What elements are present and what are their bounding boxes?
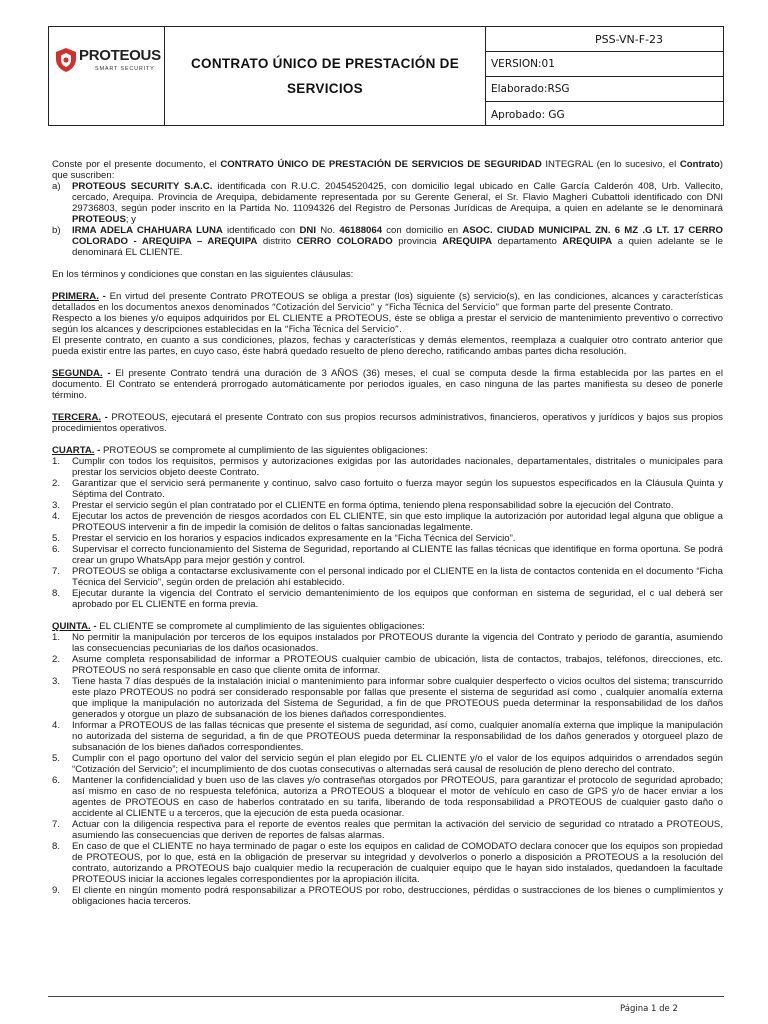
list-item: 2. Garantizar que el servicio será permanente y continuo, salvo caso fortuito o fuerza mayor según los supuestos especificados en la Cláusula Quinta y Séptima del Contrato. <box>52 478 723 500</box>
list-item: 8. En caso de que el CLIENTE no haya terminado de pagar o este los equipos en calidad de COMODATO declara conocer que los equipos son propiedad de PROTEOUS, por lo que, está en la obligación de preservar su integridad y devolverlos o ponerlo a disposición a PROTEOUS a la resolución del contrato, autorizando a PROTEOUS bajo cualquier medio la recuperación de cualquier equipo que le hayan sido instalados, quedandoen la facultade PROTEOUS iniciar la acciones legales correspondientes por la apropiación ilícita. <box>52 841 723 885</box>
list-item: 6. Supervisar el correcto funcionamiento del Sistema de Seguridad, reportando al CLIENTE las fallas técnicas que identifique en forma oportuna. Se podrá crear un grupo WhatsApp para mejor gestión y control. <box>52 544 723 566</box>
list-item: 1. No permitir la manipulación por terceros de los equipos instalados por PROTEOUS durante la vigencia del Contrato y periodo de garantía, asumiendo las consecuencias pecuniarias de los daños ocasionados. <box>52 632 723 654</box>
clause-primera: PRIMERA. - En virtud del presente Contrato PROTEOUS se obliga a prestar (los) siguiente (s) servicio(s), en las condiciones, alcances y características detallados en los documentos anexos denominados “Cotización del Servicio” y “Ficha Técnica del Servicio” que forman parte del presente Contrato. <box>52 291 723 313</box>
page-number: Página 1 de 2 <box>620 1004 678 1014</box>
party-a-text: PROTEOUS SECURITY S.A.C. identificada con R.U.C. 20454520425, con domicilio legal ubicado en Calle García Calderón 408, Urb. Vallecito, cercado, Arequipa. Provincia de Arequipa, debidamente representada por su Gerente General, el Sr. Flavio Magheri Cubattoli identificado con DNI 29736803, según poder inscrito en la Partida No. 11094326 del Registro de Personas Jurídicas de Arequipa, a quien en adelante se le denominará PROTEOUS; y <box>72 181 723 225</box>
document-code: PSS-VN-F-23 <box>486 27 723 52</box>
clause-primera-p2: Respecto a los bienes y/o equipos adquiridos por EL CLIENTE a PROTEOUS, éste se obliga a prestar el servicio de mantenimiento preventivo o correctivo según los alcances y descripciones establecidas en la “Ficha Técnica del Servicio”. <box>52 313 723 335</box>
clause-quinta-heading: QUINTA. <box>52 621 91 632</box>
party-a <box>52 181 723 225</box>
document-title <box>165 27 486 125</box>
company-logo <box>55 45 159 81</box>
clause-quinta: QUINTA. - EL CLIENTE se compromete al cumplimiento de las siguientes obligaciones: <box>52 621 425 632</box>
footer-divider <box>48 996 724 997</box>
clause-primera-heading: PRIMERA. <box>52 291 99 302</box>
contract-body <box>52 159 723 907</box>
list-item: 7. Actuar con la diligencia respectiva para el reporte de eventos reales que permitan la activación del servicio de seguridad co ntratado a PROTEOUS, asumiendo las consecuencias que deriven de reportes de falsas alarmas. <box>52 819 723 841</box>
clause-tercera-heading: TERCERA. <box>52 412 102 423</box>
list-item: 6. Mantener la confidencialidad y buen uso de las claves y/o contraseñas otorgados por PROTEOUS, para garantizar el protocolo de seguridad aprobado; así mismo en caso de no respuesta telefónica, autoriza a PROTEOUS a bloquear el motor de vehículo en caso de GPS y/o de hacer enviar a los agentes de PROTEOUS en caso de haberlos contratado en su tarifa, liberando de toda responsabilidad a PROTEOUS de cualquier gasto daño o accidente al CLIENTE u a terceros, que la ejecución de esta pueda ocasionar. <box>52 775 723 819</box>
document-meta <box>486 27 723 125</box>
party-b-label: b) <box>52 225 61 236</box>
clause-primera-p3: El presente contrato, en cuanto a sus condiciones, plazos, fechas y características y demás elementos, reemplaza a cualquier otro contrato anterior que pueda existir entre las partes, en cuyo caso, éste habrá quedado resuelto de pleno derecho, ratificando ambas partes dicha resolución. <box>52 335 723 357</box>
cuarta-obligations-list <box>52 456 723 610</box>
party-b-text: IRMA ADELA CHAHUARA LUNA identificado con DNI No. 46188064 con domicilio en ASOC. CIUDAD MUNICIPAL ZN. 6 MZ .G LT. 17 CERRO COLORADO - AREQUIPA – AREQUIPA distrito CERRO COLORADO provincia AREQUIPA departamento AREQUIPA a quien adelante se le denominará EL CLIENTE. <box>72 225 724 258</box>
list-item: 7. PROTEOUS se obliga a contactarse exclusivamente con el personal indicado por el CLIENTE en la lista de contactos contenida en el documento “Ficha Técnica del Servicio”, según orden de prelación ahí establecido. <box>52 566 723 588</box>
document-elaborado: Elaborado:RSG <box>486 77 723 102</box>
logo-cell <box>49 27 165 125</box>
list-item: 9. El cliente en ningún momento podrá responsabilizar a PROTEOUS por robo, destrucciones, pérdidas o sustracciones de los bienes o cumplimientos y obligaciones hacia terceros. <box>52 885 723 907</box>
intro-paragraph: Conste por el presente documento, el CONTRATO ÚNICO DE PRESTACIÓN DE SERVICIOS DE SEGURIDAD INTEGRAL (en lo sucesivo, el Contrato) que suscriben: <box>52 159 723 181</box>
list-item: 2. Asume completa responsabilidad de informar a PROTEOUS cualquier cambio de ubicación, lista de contactos, trabajos, teléfonos, direcciones, etc. PROTEOUS no será responsable en caso que cliente omita de informar. <box>52 654 723 676</box>
document-version: VERSION:01 <box>486 52 723 77</box>
title-line-1: CONTRATO ÚNICO DE PRESTACIÓN DE <box>190 56 460 71</box>
list-item: 1. Cumplir con todos los requisitos, permisos y autorizaciones exigidas por las autoridades nacionales, departamentales, distritales o municipales para prestar los servicios objeto deeste Contrato. <box>52 456 723 478</box>
list-item: 5. Prestar el servicio en los horarios y espacios indicados expresamente en la “Ficha Técnica del Servicio”. <box>52 533 516 544</box>
clause-segunda: SEGUNDA. - El presente Contrato tendrá una duración de 3 AÑOS (36) meses, el cual se computa desde la firma establecida por las partes en el documento. El Contrato se entenderá prorrogado automáticamente por periodos iguales, en caso ninguna de las partes manifiesta su deseo de ponerle término. <box>52 368 723 401</box>
shield-icon <box>55 47 77 73</box>
document-aprobado: Aprobado: GG <box>491 108 565 121</box>
logo-subtitle: SMART SECURITY <box>95 66 155 72</box>
logo-text: PROTEOUS <box>79 47 161 64</box>
party-a-label: a) <box>52 181 61 192</box>
quinta-obligations-list <box>52 632 723 907</box>
clauses-intro: En los términos y condiciones que constan en las siguientes cláusulas: <box>52 269 354 280</box>
clause-cuarta-heading: CUARTA. <box>52 445 95 456</box>
list-item: 3. Tiene hasta 7 días después de la instalación inicial o mantenimiento para informar sobre cualquier desperfecto o vicios ocultos del sistema; transcurrido este plazo PROTEOUS no podrá ser considerado responsable por fallas que presente el sistema de seguridad así como , cualquier anomalía externa que implique la manipulación no autorizada del Sistema de Seguridad, a fin de que PROTEOUS pueda determinar la responsabilidad de los daños generados y otorgue un plazo de subsanación de los bienes dañados correspondientes. <box>52 676 723 720</box>
clause-segunda-heading: SEGUNDA. <box>52 368 103 379</box>
title-line-2: SERVICIOS <box>287 81 363 96</box>
clause-cuarta: CUARTA. - PROTEOUS se compromete al cumplimiento de las siguientes obligaciones: <box>52 445 428 456</box>
list-item: 4. Ejecutar los actos de prevención de riesgos acordados con EL CLIENTE, sin que esto implique la autorización por autoridad legal alguna que obligue a PROTEOUS intervenir a fin de impedir la comisión de delitos o faltas sancionadas legalmente. <box>52 511 723 533</box>
list-item: 3. Prestar el servicio según el plan contratado por el CLIENTE en forma óptima, teniendo plena responsabilidad sobre la ejecución del Contrato. <box>52 500 674 511</box>
party-b <box>52 225 723 258</box>
list-item: 5. Cumplir con el pago oportuno del valor del servicio según el plan elegido por EL CLIENTE y/o el valor de los equipos adquiridos o arrendados según “Cotización del Servicio”; el incumplimiento de dos cuotas consecutivas o alternadas será causal de resolución de pleno derecho del contrato. <box>52 753 723 775</box>
clause-tercera: TERCERA. - PROTEOUS, ejecutará el presente Contrato con sus propios recursos administrativos, financieros, operativos y jurídicos y bajos sus propios procedimientos operativos. <box>52 412 723 434</box>
document-header <box>48 26 724 126</box>
list-item: 4. Informar a PROTEOUS de las fallas técnicas que presente el sistema de seguridad, así como, cualquier anomalía externa que implique la manipulación no autorizada del sistema de seguridad, a fin de que PROTEOUS pueda determinar la responsabilidad de los daños generados y otorgueel plazo de subsanación de los bienes dañados correspondientes. <box>52 720 723 753</box>
list-item: 8. Ejecutar durante la vigencia del Contrato el servicio demantenimiento de los equipos que conforman en sistema de seguridad, el c ual deberá ser aprobado por EL CLIENTE en forma previa. <box>52 588 723 610</box>
